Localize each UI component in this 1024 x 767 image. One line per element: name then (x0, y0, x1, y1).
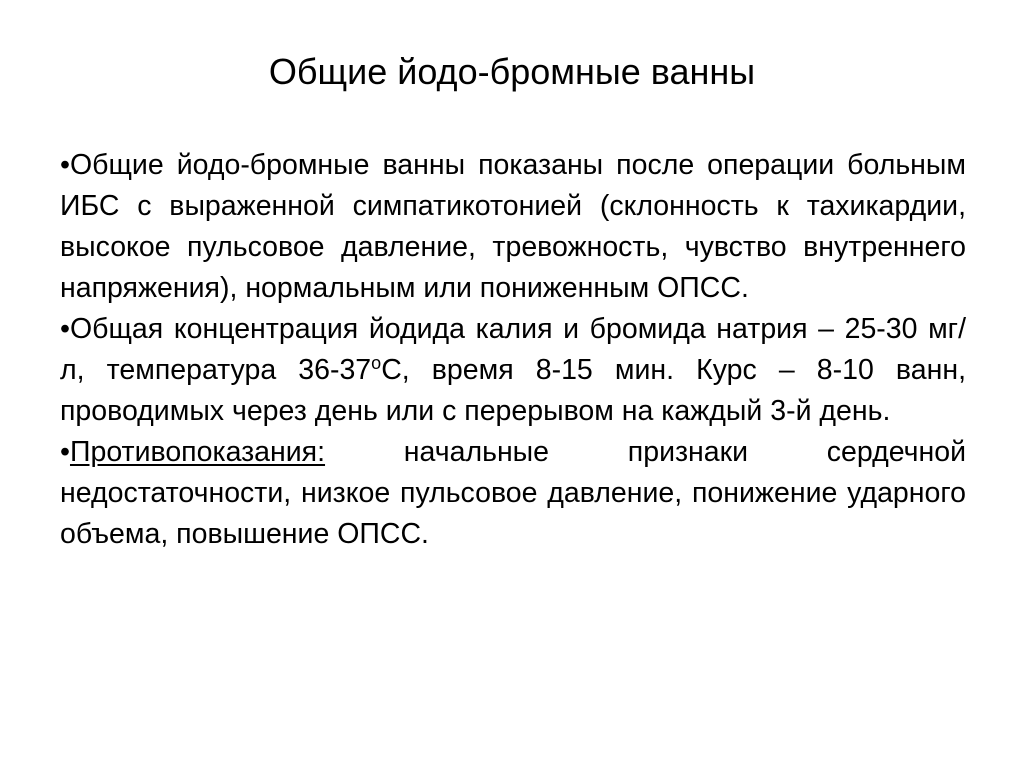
slide-content (60, 145, 966, 555)
contraindications-label: Противопоказания: (69, 436, 326, 468)
slide-title: Общие йодо-бромные ванны (268, 51, 756, 92)
bullet-procedure (60, 309, 966, 432)
bullet-procedure-text-end: С, время 8-15 мин. Курс – 8-10 ванн, проводимых через день или с перерывом на каждый 3-й день. (60, 354, 966, 427)
bullet-contraindications-text: начальные признаки сердечной недостаточности, низкое пульсовое давление, понижение ударного объема, повышение ОПСС. (60, 436, 966, 550)
bullet-contraindications (60, 432, 966, 555)
bullet-procedure-text-start: Общая концентрация йодида калия и бромида натрия – 25-30 мг/л, температура 36-37 (60, 313, 966, 386)
bullet-marker: • (60, 149, 70, 181)
bullet-indications (60, 145, 966, 309)
degree-superscript: о (371, 353, 382, 373)
bullet-indications-text: Общие йодо-бромные ванны показаны после операции больным ИБС с выраженной симпатикотонией (склонность к тахикардии, высокое пульсовое давление, тревожность, чувство внутреннего напряжения), нормальным или пониженным ОПСС. (60, 149, 966, 304)
bullet-marker: • (60, 436, 70, 468)
bullet-marker: • (60, 313, 70, 345)
